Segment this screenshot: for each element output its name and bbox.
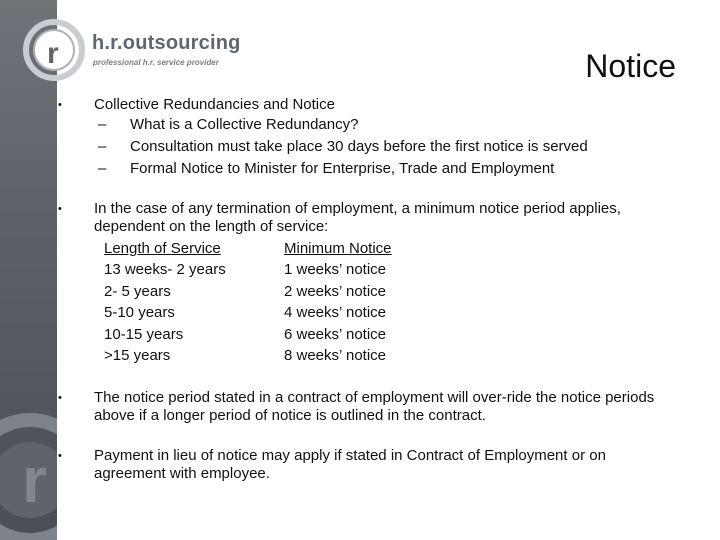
table-cell: 5-10 years xyxy=(104,304,175,322)
bullet-marker: • xyxy=(58,450,62,462)
table-cell: 2- 5 years xyxy=(104,282,171,300)
table-cell: 13 weeks- 2 years xyxy=(104,261,226,279)
bullet-text: Collective Redundancies and Notice xyxy=(94,96,335,113)
sub-item-text: Formal Notice to Minister for Enterprise, Trade and Employment xyxy=(130,160,555,177)
svg-text:r: r xyxy=(47,37,59,70)
bullet-contract-override xyxy=(58,389,678,425)
dash-marker: – xyxy=(98,138,107,155)
logo-watermark-icon xyxy=(0,410,57,540)
table-header-notice: Minimum Notice xyxy=(284,239,392,257)
table-row xyxy=(104,303,392,325)
sub-item-text: What is a Collective Redundancy? xyxy=(130,116,359,133)
table-cell: >15 years xyxy=(104,347,171,365)
bullet-marker: • xyxy=(58,392,62,404)
svg-text:r: r xyxy=(22,444,47,516)
table-cell: 1 weeks’ notice xyxy=(284,261,386,279)
table-cell: 4 weeks’ notice xyxy=(284,304,386,322)
sub-item-text: Consultation must take place 30 days before the first notice is served xyxy=(130,138,588,155)
brand-tagline: professional h.r. service provider xyxy=(93,58,219,67)
bullet-payment-in-lieu xyxy=(58,447,678,483)
slide-content xyxy=(58,96,678,483)
logo-mark-icon xyxy=(22,18,86,82)
bullet-collective-redundancies xyxy=(58,96,678,180)
table-row xyxy=(104,346,392,368)
table-cell: 8 weeks’ notice xyxy=(284,347,386,365)
sub-item xyxy=(98,114,678,136)
dash-marker: – xyxy=(98,116,107,133)
table-row xyxy=(104,324,392,346)
table-cell: 10-15 years xyxy=(104,325,184,343)
table-row xyxy=(104,281,392,303)
notice-period-table xyxy=(104,238,392,367)
sub-item xyxy=(98,158,678,180)
bullet-text: Payment in lieu of notice may apply if stated in Contract of Employment or on agreement with employee. xyxy=(94,447,606,482)
company-logo xyxy=(22,18,242,82)
dash-marker: – xyxy=(98,160,107,177)
bullet-marker: • xyxy=(58,203,62,215)
table-header-length: Length of Service xyxy=(104,239,221,257)
table-cell: 2 weeks’ notice xyxy=(284,282,386,300)
bullet-text: The notice period stated in a contract of employment will over-ride the notice periods above if a longer period of notice is outlined in the contract. xyxy=(94,389,655,424)
table-row xyxy=(104,260,392,282)
sub-item xyxy=(98,136,678,158)
table-cell: 6 weeks’ notice xyxy=(284,325,386,343)
brand-name: h.r.outsourcing xyxy=(92,32,241,54)
bullet-text: In the case of any termination of employment, a minimum notice period applies, dependent on the length of service: xyxy=(94,200,621,235)
slide-title: Notice xyxy=(585,48,676,84)
bullet-minimum-notice xyxy=(58,200,678,367)
table-header-row xyxy=(104,238,392,260)
bullet-marker: • xyxy=(58,99,62,111)
